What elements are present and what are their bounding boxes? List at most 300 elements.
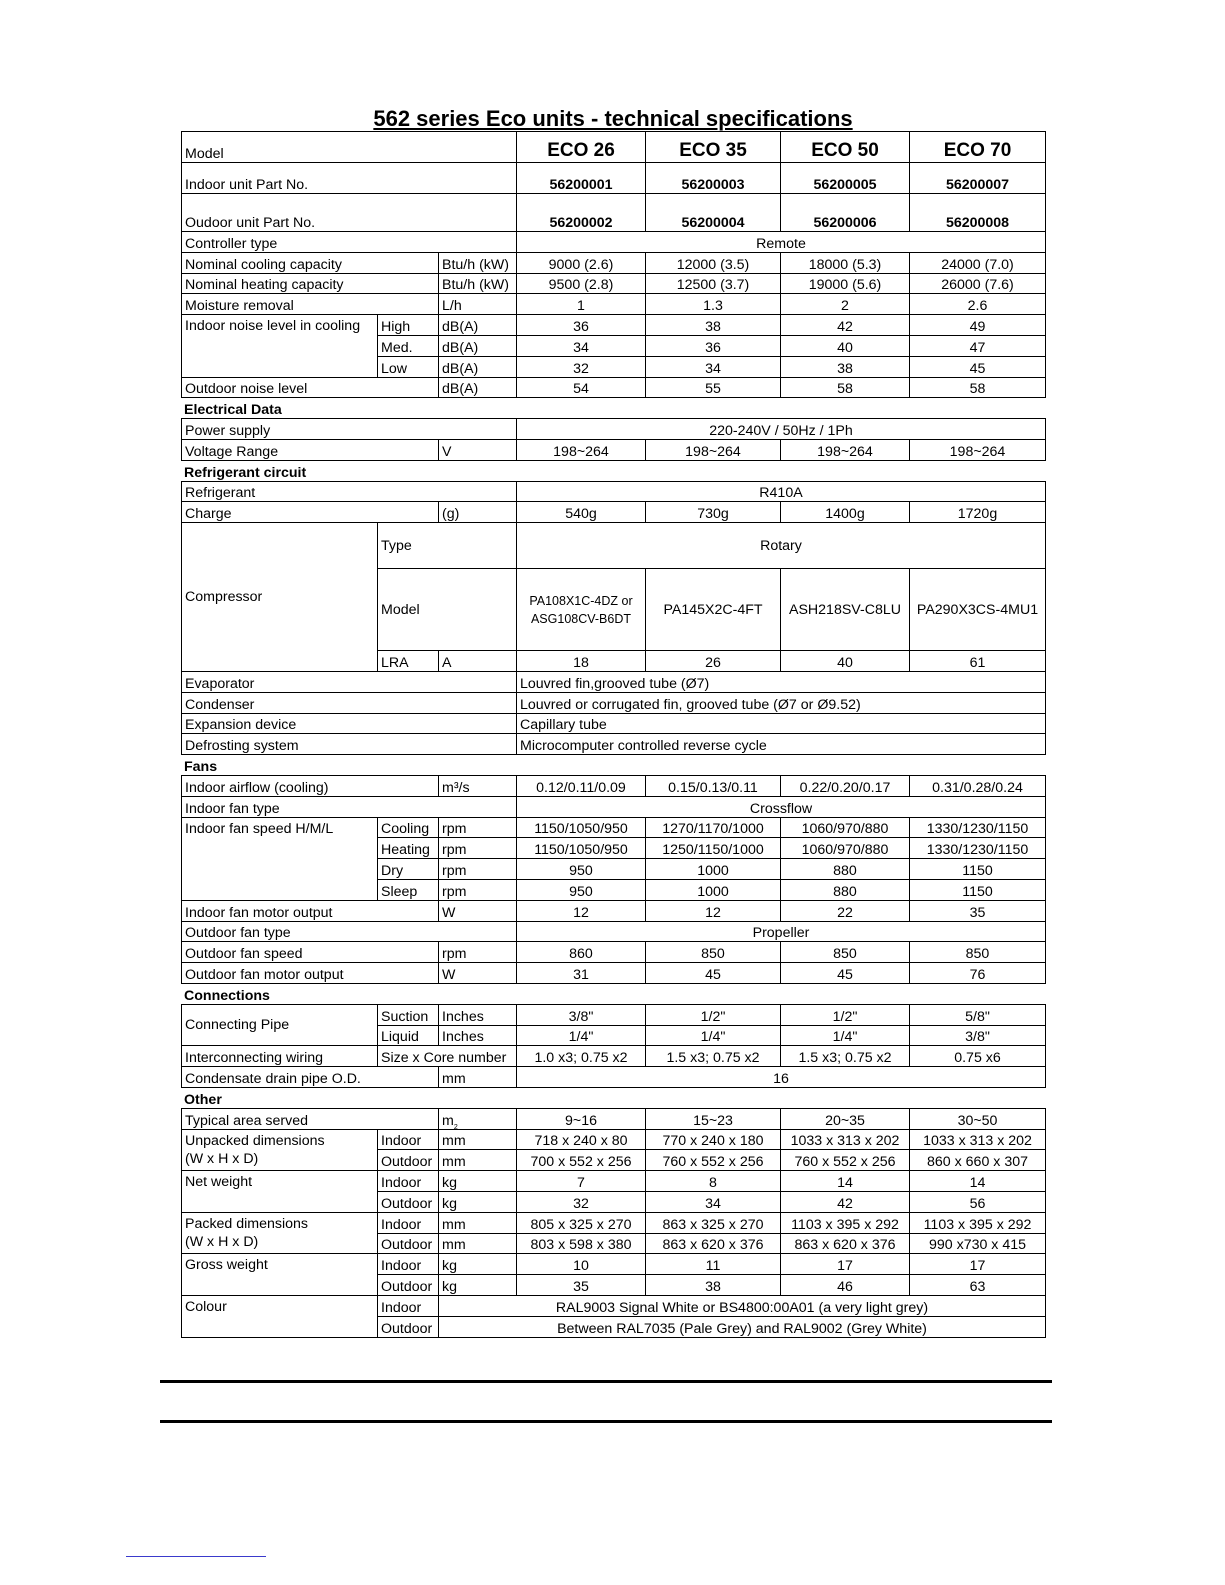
table-cell bbox=[181, 193, 517, 232]
table-cell bbox=[645, 817, 781, 839]
cell-text: 30~50 bbox=[957, 1112, 998, 1129]
cell-text: ASH218SV-C8LU bbox=[789, 601, 901, 618]
table-cell bbox=[438, 501, 517, 523]
cell-text: 1150/1050/950 bbox=[534, 842, 628, 859]
table-cell bbox=[516, 522, 1046, 569]
table-cell bbox=[909, 501, 1046, 523]
table-cell bbox=[909, 1233, 1046, 1255]
table-cell bbox=[377, 879, 439, 901]
table-cell bbox=[780, 858, 910, 880]
cell-text: Liquid bbox=[381, 1029, 419, 1046]
cell-text: 12500 (3.7) bbox=[676, 277, 750, 294]
table-cell bbox=[516, 314, 646, 336]
cell-text: 20~35 bbox=[825, 1112, 865, 1129]
cell-text: ECO 70 bbox=[943, 140, 1012, 161]
cell-text: Sleep bbox=[381, 883, 418, 900]
cell-text: 1060/970/880 bbox=[801, 821, 889, 838]
cell-text: Compressor bbox=[185, 589, 263, 606]
table-cell bbox=[181, 733, 517, 755]
table-cell bbox=[909, 162, 1046, 194]
table-cell bbox=[645, 858, 781, 880]
cell-text: Interconnecting wiring bbox=[185, 1050, 324, 1067]
cell-text: 36 bbox=[705, 339, 721, 356]
cell-text: dB(A) bbox=[442, 381, 479, 398]
cell-text: 18000 (5.3) bbox=[808, 256, 882, 273]
cell-text: Outdoor bbox=[381, 1278, 433, 1295]
cell-text: 56200007 bbox=[945, 177, 1010, 193]
table-cell bbox=[516, 335, 646, 357]
cell-text: Indoor bbox=[381, 1299, 422, 1316]
cell-text: 45 bbox=[705, 966, 721, 983]
table-cell bbox=[780, 335, 910, 357]
cell-text: Outdoor bbox=[381, 1320, 433, 1337]
table-cell bbox=[516, 1045, 646, 1067]
cell-text: 5/8" bbox=[965, 1008, 990, 1025]
table-cell bbox=[377, 568, 517, 651]
cell-text: Btu/h (kW) bbox=[442, 256, 510, 273]
table-cell bbox=[438, 775, 517, 797]
cell-text: R410A bbox=[759, 485, 803, 502]
cell-text: 1000 bbox=[697, 883, 729, 900]
cell-text: Model bbox=[381, 601, 420, 618]
table-cell bbox=[780, 273, 910, 295]
cell-text: 1.5 x3; 0.75 x2 bbox=[666, 1050, 760, 1067]
table-cell bbox=[909, 1108, 1046, 1130]
table-cell bbox=[516, 1233, 646, 1255]
table-cell bbox=[181, 1253, 378, 1296]
table-cell bbox=[780, 162, 910, 194]
cell-text: 38 bbox=[705, 1278, 721, 1295]
table-cell bbox=[181, 1066, 439, 1088]
cell-text: Condenser bbox=[185, 696, 255, 713]
cell-text: 56 bbox=[969, 1195, 986, 1212]
table-cell bbox=[516, 796, 1046, 818]
table-cell bbox=[909, 879, 1046, 901]
table-cell bbox=[377, 858, 439, 880]
cell-text: 56200002 bbox=[549, 215, 613, 231]
table-cell bbox=[645, 1108, 781, 1130]
table-cell bbox=[181, 314, 378, 377]
table-cell bbox=[909, 377, 1046, 399]
cell-text: Indoor fan motor output bbox=[185, 904, 333, 921]
table-cell bbox=[780, 650, 910, 672]
cell-text: 56200003 bbox=[681, 177, 745, 193]
table-cell bbox=[909, 252, 1046, 274]
cell-text: 0.15/0.13/0.11 bbox=[668, 779, 758, 796]
table-cell bbox=[780, 1212, 910, 1234]
cell-text: 1330/1230/1150 bbox=[926, 842, 1029, 859]
cell-text: 1.3 bbox=[703, 298, 723, 315]
cell-text: 1330/1230/1150 bbox=[926, 821, 1029, 838]
cell-text: 17 bbox=[837, 1258, 853, 1275]
cell-text: 42 bbox=[837, 318, 853, 335]
cell-text: 850 bbox=[701, 946, 725, 963]
section-heading: Connections bbox=[184, 987, 270, 1004]
cell-text: Outdoor bbox=[381, 1154, 433, 1171]
table-cell bbox=[909, 439, 1046, 461]
table-cell bbox=[377, 356, 439, 378]
table-cell bbox=[909, 131, 1046, 163]
table-cell bbox=[780, 1108, 910, 1130]
table-cell bbox=[181, 273, 439, 295]
table-cell bbox=[645, 1025, 781, 1047]
cell-text: 56200001 bbox=[549, 177, 613, 193]
cell-text: ECO 35 bbox=[679, 140, 747, 161]
table-cell bbox=[645, 775, 781, 797]
cell-text: 1033 x 313 x 202 bbox=[923, 1133, 1032, 1150]
cell-text: ECO 50 bbox=[811, 140, 879, 161]
table-cell bbox=[377, 1045, 517, 1067]
table-cell bbox=[516, 356, 646, 378]
table-cell bbox=[516, 1066, 1046, 1088]
cell-text: RAL9003 Signal White or BS4800:00A01 (a very light grey) bbox=[555, 1299, 929, 1316]
table-cell bbox=[909, 837, 1046, 859]
table-cell bbox=[181, 501, 439, 523]
table-cell bbox=[438, 252, 517, 274]
cell-text: 805 x 325 x 270 bbox=[530, 1216, 632, 1233]
table-cell bbox=[438, 1004, 517, 1026]
table-cell bbox=[645, 439, 781, 461]
cell-text: Propeller bbox=[752, 925, 810, 942]
cell-text: Net weight bbox=[185, 1174, 253, 1191]
cell-text: 55 bbox=[705, 381, 721, 398]
cell-text: L/h bbox=[442, 298, 462, 315]
cell-text: 1103 x 395 x 292 bbox=[923, 1216, 1032, 1233]
table-cell bbox=[780, 252, 910, 274]
spec-table bbox=[181, 131, 1045, 1337]
cell-text: PA145X2C-4FT bbox=[663, 601, 763, 618]
table-cell bbox=[377, 1170, 439, 1192]
cell-text: 1400g bbox=[825, 506, 865, 523]
table-cell bbox=[181, 1212, 378, 1255]
table-cell bbox=[516, 1149, 646, 1171]
cell-text: 1033 x 313 x 202 bbox=[790, 1133, 900, 1150]
cell-text: 1103 x 395 x 292 bbox=[791, 1216, 899, 1233]
cell-text: Heating bbox=[381, 842, 430, 859]
cell-text: 1/2" bbox=[700, 1008, 726, 1025]
table-cell bbox=[438, 1316, 1046, 1338]
table-cell bbox=[438, 377, 517, 399]
cell-text: 540g bbox=[565, 506, 597, 523]
cell-text: kg bbox=[442, 1195, 457, 1212]
cell-text: 19000 (5.6) bbox=[808, 277, 882, 294]
cell-text: 1/2" bbox=[832, 1008, 858, 1025]
table-cell bbox=[438, 1274, 517, 1296]
cell-text: rpm bbox=[442, 842, 467, 859]
table-cell bbox=[438, 1066, 517, 1088]
table-cell bbox=[780, 1025, 910, 1047]
table-cell bbox=[181, 1295, 378, 1338]
table-cell bbox=[909, 1170, 1046, 1192]
table-cell bbox=[909, 293, 1046, 315]
table-cell bbox=[645, 293, 781, 315]
table-cell bbox=[780, 775, 910, 797]
cell-text: Med. bbox=[381, 339, 413, 356]
table-cell bbox=[438, 1149, 517, 1171]
cell-text: 718 x 240 x 80 bbox=[534, 1133, 628, 1150]
cell-text: 198~264 bbox=[553, 443, 609, 460]
table-cell bbox=[516, 131, 646, 163]
table-cell bbox=[516, 418, 1046, 440]
cell-text: 11 bbox=[705, 1258, 721, 1275]
cell-text: 61 bbox=[969, 654, 986, 671]
table-cell bbox=[377, 1316, 439, 1338]
table-cell bbox=[516, 817, 646, 839]
cell-text: 198~264 bbox=[817, 443, 873, 460]
table-cell bbox=[909, 1004, 1046, 1026]
table-cell bbox=[909, 1274, 1046, 1296]
table-cell bbox=[780, 1233, 910, 1255]
cell-text: 1 bbox=[577, 298, 585, 315]
table-cell bbox=[438, 1295, 1046, 1317]
table-cell bbox=[377, 837, 439, 859]
table-cell bbox=[181, 522, 378, 672]
cell-text: Controller type bbox=[185, 235, 278, 252]
cell-text: dB(A) bbox=[442, 339, 479, 356]
cell-text: 1150 bbox=[962, 862, 993, 879]
cell-text: 760 x 552 x 256 bbox=[662, 1154, 764, 1171]
table-cell bbox=[780, 879, 910, 901]
cell-text: Indoor fan speed H/M/L bbox=[185, 820, 334, 837]
cell-text: 15~23 bbox=[693, 1112, 733, 1129]
table-cell bbox=[438, 817, 517, 839]
cell-text: Low bbox=[381, 360, 408, 377]
section-heading: Electrical Data bbox=[184, 402, 282, 419]
cell-text: 803 x 598 x 380 bbox=[530, 1237, 632, 1254]
table-cell bbox=[438, 962, 517, 984]
cell-text: 220-240V / 50Hz / 1Ph bbox=[709, 422, 853, 439]
cell-text: mm bbox=[442, 1237, 466, 1254]
cell-text: Indoor unit Part No. bbox=[185, 177, 309, 193]
cell-text: kg bbox=[442, 1174, 457, 1191]
table-cell bbox=[780, 293, 910, 315]
table-cell bbox=[909, 273, 1046, 295]
table-cell bbox=[516, 941, 646, 963]
table-cell bbox=[377, 314, 439, 336]
cell-text: 3/8" bbox=[568, 1008, 594, 1025]
cell-text: 34 bbox=[573, 339, 589, 356]
cell-text: 12 bbox=[705, 904, 721, 921]
cell-text: 40 bbox=[837, 339, 853, 356]
table-cell bbox=[645, 1191, 781, 1213]
cell-text: 730g bbox=[697, 506, 729, 523]
cell-text: 850 bbox=[965, 946, 990, 963]
table-cell bbox=[516, 1191, 646, 1213]
table-cell bbox=[438, 1170, 517, 1192]
cell-text: Unpacked dimensions bbox=[185, 1132, 325, 1149]
table-cell bbox=[181, 162, 517, 194]
table-cell bbox=[780, 962, 910, 984]
cell-text: 1.0 x3; 0.75 x2 bbox=[534, 1050, 628, 1067]
table-cell bbox=[438, 1129, 517, 1151]
table-cell bbox=[438, 1212, 517, 1234]
cell-text: 36 bbox=[573, 318, 589, 335]
cell-text: Charge bbox=[185, 506, 232, 523]
table-cell bbox=[181, 1170, 378, 1213]
cell-text: 1250/1150/1000 bbox=[662, 842, 764, 859]
cell-text: Indoor bbox=[381, 1133, 422, 1150]
cell-text: PA108X1C-4DZ or ASG108CV-B6DT bbox=[529, 593, 633, 626]
cell-text: 1/4" bbox=[568, 1029, 594, 1046]
cell-text: 863 x 620 x 376 bbox=[794, 1237, 896, 1254]
cell-text: High bbox=[381, 318, 411, 335]
cell-text: Louvred fin,grooved tube (Ø7) bbox=[520, 675, 710, 692]
table-cell bbox=[181, 131, 517, 163]
cell-text: 38 bbox=[705, 318, 721, 335]
cell-text: Outdoor fan speed bbox=[185, 946, 303, 963]
table-cell bbox=[516, 921, 1046, 943]
cell-text: Typical area served bbox=[185, 1112, 309, 1129]
cell-text: kg bbox=[442, 1258, 457, 1275]
cell-text: 198~264 bbox=[949, 443, 1006, 460]
table-cell bbox=[909, 335, 1046, 357]
table-cell bbox=[645, 1004, 781, 1026]
table-cell bbox=[645, 1233, 781, 1255]
cell-text: Capillary tube bbox=[520, 717, 607, 734]
cell-text: Moisture removal bbox=[185, 298, 294, 315]
table-cell bbox=[181, 1108, 439, 1130]
table-cell bbox=[438, 1253, 517, 1275]
cell-text: 1150 bbox=[962, 883, 993, 900]
cell-text: 1/4" bbox=[700, 1029, 726, 1046]
cell-text: 8 bbox=[709, 1174, 717, 1191]
cell-text: Rotary bbox=[760, 537, 802, 554]
table-cell bbox=[516, 193, 646, 232]
cell-text: rpm bbox=[442, 946, 467, 963]
table-cell bbox=[516, 1108, 646, 1130]
table-cell bbox=[438, 837, 517, 859]
table-cell bbox=[181, 941, 439, 963]
cell-text: 2 bbox=[841, 298, 849, 315]
table-cell bbox=[377, 650, 439, 672]
table-cell bbox=[516, 162, 646, 194]
cell-text: mm bbox=[442, 1216, 466, 1233]
cell-text: Gross weight bbox=[185, 1257, 268, 1274]
table-cell bbox=[909, 568, 1046, 651]
table-cell bbox=[377, 1149, 439, 1171]
cell-text: mm bbox=[442, 1154, 466, 1171]
table-cell bbox=[181, 962, 439, 984]
cell-text: 0.31/0.28/0.24 bbox=[932, 779, 1023, 796]
cell-text: (g) bbox=[442, 506, 460, 523]
table-cell bbox=[909, 817, 1046, 839]
cell-text: Refrigerant bbox=[185, 485, 256, 502]
cell-text: Oudoor unit Part No. bbox=[185, 215, 316, 231]
table-cell bbox=[780, 1253, 910, 1275]
cell-text: 24000 (7.0) bbox=[941, 256, 1014, 273]
table-cell bbox=[909, 1212, 1046, 1234]
table-cell bbox=[516, 1274, 646, 1296]
table-cell bbox=[909, 900, 1046, 922]
cell-text: 46 bbox=[837, 1278, 853, 1295]
cell-text: Inches bbox=[442, 1029, 484, 1046]
table-cell bbox=[645, 131, 781, 163]
table-cell bbox=[909, 858, 1046, 880]
table-cell bbox=[181, 293, 439, 315]
cell-text: 880 bbox=[833, 862, 857, 879]
table-cell bbox=[645, 962, 781, 984]
table-cell bbox=[780, 131, 910, 163]
table-cell bbox=[181, 481, 517, 503]
cell-text: 18 bbox=[573, 654, 589, 671]
table-cell bbox=[909, 193, 1046, 232]
cell-text: dB(A) bbox=[442, 360, 479, 377]
cell-text: Nominal cooling capacity bbox=[185, 256, 342, 273]
table-cell bbox=[780, 377, 910, 399]
cell-text: 1000 bbox=[697, 862, 729, 879]
cell-text: Outdoor bbox=[381, 1195, 433, 1212]
table-cell bbox=[516, 377, 646, 399]
section-heading: Other bbox=[184, 1091, 222, 1108]
table-cell bbox=[516, 252, 646, 274]
table-cell bbox=[377, 1129, 439, 1151]
table-cell bbox=[645, 568, 781, 651]
table-cell bbox=[645, 314, 781, 336]
cell-text: 45 bbox=[837, 966, 853, 983]
table-cell bbox=[181, 921, 517, 943]
cell-text: 860 bbox=[569, 946, 593, 963]
cell-subtext: (W x H x D) bbox=[185, 1234, 259, 1251]
table-cell bbox=[780, 568, 910, 651]
table-cell bbox=[181, 377, 439, 399]
cell-text: 1/4" bbox=[832, 1029, 858, 1046]
cell-text: 76 bbox=[969, 966, 986, 983]
table-cell bbox=[645, 335, 781, 357]
cell-text: kg bbox=[442, 1278, 457, 1295]
cell-text: 0.75 x6 bbox=[954, 1050, 1001, 1067]
table-cell bbox=[909, 1149, 1046, 1171]
table-cell bbox=[516, 1170, 646, 1192]
cell-text: Dry bbox=[381, 862, 404, 879]
table-cell bbox=[438, 900, 517, 922]
cell-text: Defrosting system bbox=[185, 738, 299, 755]
cell-text: 9000 (2.6) bbox=[548, 256, 614, 273]
cell-text: 34 bbox=[705, 360, 721, 377]
table-cell bbox=[438, 1025, 517, 1047]
table-cell bbox=[181, 817, 378, 901]
table-cell bbox=[181, 439, 439, 461]
table-cell bbox=[377, 1004, 439, 1026]
cell-text: 16 bbox=[773, 1070, 789, 1087]
footer-rule-top bbox=[160, 1380, 1052, 1383]
cell-text: 950 bbox=[569, 883, 593, 900]
cell-text: Outdoor noise level bbox=[185, 381, 308, 398]
table-cell bbox=[438, 1233, 517, 1255]
table-cell bbox=[645, 879, 781, 901]
cell-text: 0.12/0.11/0.09 bbox=[536, 779, 626, 796]
cell-text: Inches bbox=[442, 1008, 484, 1025]
cell-text: 1.5 x3; 0.75 x2 bbox=[798, 1050, 892, 1067]
table-cell bbox=[438, 293, 517, 315]
table-cell bbox=[645, 501, 781, 523]
table-cell bbox=[909, 1045, 1046, 1067]
table-cell bbox=[377, 817, 439, 839]
cell-text: 58 bbox=[837, 381, 853, 398]
cell-text: 56200004 bbox=[681, 215, 745, 231]
table-cell bbox=[516, 733, 1046, 755]
cell-text: Louvred or corrugated fin, grooved tube (Ø7 or Ø9.52) bbox=[520, 696, 861, 713]
cell-text: rpm bbox=[442, 821, 467, 838]
cell-text: 34 bbox=[705, 1195, 721, 1212]
table-cell bbox=[516, 439, 646, 461]
table-cell bbox=[780, 941, 910, 963]
cell-text: 700 x 552 x 256 bbox=[530, 1154, 632, 1171]
table-cell bbox=[377, 1212, 439, 1234]
table-cell bbox=[516, 293, 646, 315]
cell-text: 47 bbox=[969, 339, 986, 356]
table-cell bbox=[645, 837, 781, 859]
table-cell bbox=[780, 1170, 910, 1192]
